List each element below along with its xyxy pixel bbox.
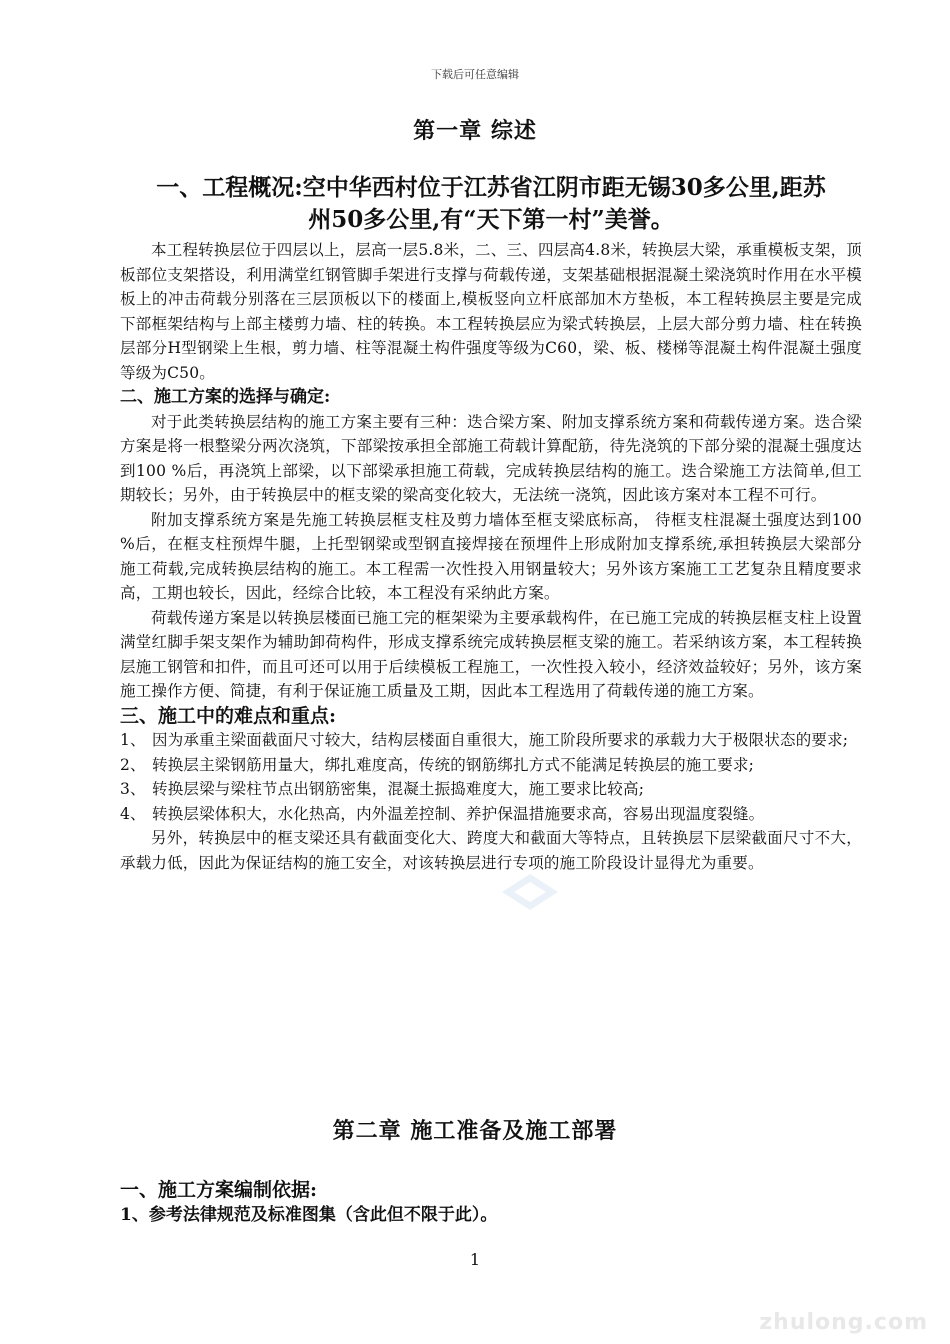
chapter-2-body bbox=[120, 1178, 862, 1227]
section-2-paragraph-2: 附加支撑系统方案是先施工转换层框支柱及剪力墙体至框支梁底标高， 待框支柱混凝土强度达到100 %后，在框支柱预焊牛腿，上托型钢梁或型钢直接焊接在预埋件上形成附加支撑系统,承担转换层大梁部分施工荷载,完成转换层结构的施工。本工程需一次性投入用钢量较大；另外该方案施工工艺复杂且精度要求高，工期也较长，因此，经综合比较，本工程没有采纳此方案。 bbox=[120, 510, 862, 602]
list-item-text: 转换层梁与梁柱节点出钢筋密集，混凝土振捣难度大，施工要求比较高; bbox=[152, 780, 645, 798]
list-item bbox=[120, 753, 862, 778]
section-2-paragraph-1: 对于此类转换层结构的施工方案主要有三种：迭合梁方案、附加支撑系统方案和荷载传递方案。迭合梁方案是将一根整梁分两次浇筑，下部梁按承担全部施工荷载计算配筋，待先浇筑的下部分梁的混凝土强度达到100 %后，再浇筑上部梁，以下部梁承担施工荷载，完成转换层结构的施工。迭合梁施工方法简单,但工期较长；另外，由于转换层中的框支梁的梁高变化较大，无法统一浇筑，因此该方案对本工程不可行。 bbox=[120, 412, 862, 504]
chapter-1-body bbox=[120, 172, 862, 875]
section-3-heading: 三、施工中的难点和重点: bbox=[120, 704, 337, 727]
list-item-text: 因为承重主梁面截面尺寸较大，结构层楼面自重很大，施工阶段所要求的承载力大于极限状态的要求; bbox=[152, 731, 849, 749]
section-2-paragraph-3: 荷载传递方案是以转换层楼面已施工完的框架梁为主要承载构件，在已施工完成的转换层框支柱上设置满堂红脚手架支架作为辅助卸荷构件，形成支撑系统完成转换层框支梁的施工。若采纳该方案，本工程转换层施工钢管和扣件，而且可还可以用于后续模板工程施工，一次性投入较小，经济效益较好；另外，该方案施工操作方便、简捷，有利于保证施工质量及工期，因此本工程选用了荷载传递的施工方案。 bbox=[120, 608, 862, 700]
section-1-heading-line-2: 州50多公里,有“天下第一村”美誉。 bbox=[308, 206, 674, 233]
list-item-number: 4、 bbox=[120, 804, 146, 823]
list-item-number: 1、 bbox=[120, 731, 146, 749]
chapter-2-item-1: 1、参考法律规范及标准图集（含此但不限于此）。 bbox=[120, 1204, 498, 1225]
list-item bbox=[120, 728, 862, 753]
list-item-text: 转换层主梁钢筋用量大，绑扎难度高，传统的钢筋绑扎方式不能满足转换层的施工要求; bbox=[152, 755, 755, 774]
list-item bbox=[120, 802, 862, 827]
section-2-heading: 二、施工方案的选择与确定: bbox=[120, 387, 331, 407]
faint-watermark-logo-icon bbox=[500, 872, 560, 912]
page-number: 1 bbox=[469, 1250, 481, 1269]
chapter-2-section-1-heading: 一、施工方案编制依据: bbox=[120, 1179, 318, 1201]
chapter-2-title: 第二章 施工准备及施工部署 bbox=[332, 1118, 618, 1144]
section-1-heading-line-1: 一、工程概况:空中华西村位于江苏省江阴市距无锡30多公里,距苏 bbox=[156, 174, 826, 201]
list-item-text: 转换层梁体积大，水化热高，内外温差控制、养护保温措施要求高，容易出现温度裂缝。 bbox=[152, 804, 765, 823]
section-1-paragraph: 本工程转换层位于四层以上，层高一层5.8米，二、三、四层高4.8米，转换层大梁，承重模板支架，顶板部位支架搭设，利用满堂红钢管脚手架进行支撑与荷载传递，支架基础根据混凝土梁浇筑时作用在水平模板上的冲击荷载分别落在三层顶板以下的楼面上,模板竖向立杆底部加木方垫板，本工程转换层主要是完成下部框架结构与上部主楼剪力墙、柱的转换。本工程转换层应为梁式转换层，上层大部分剪力墙、柱在转换层部分H型钢梁上生根，剪力墙、柱等混凝土构件强度等级为C60，梁、板、楼梯等混凝土构件混凝土强度等级为C50。 bbox=[120, 241, 862, 382]
chapter-1-title: 第一章 综述 bbox=[413, 118, 537, 144]
site-watermark: zhulong.com bbox=[759, 1310, 928, 1335]
list-item-number: 2、 bbox=[120, 755, 146, 774]
section-3-paragraph: 另外，转换层中的框支梁还具有截面变化大、跨度大和截面大等特点，且转换层下层梁截面尺寸不大，承载力低，因此为保证结构的施工安全，对该转换层进行专项的施工阶段设计显得尤为重要。 bbox=[120, 829, 862, 872]
list-item bbox=[120, 777, 862, 802]
list-item-number: 3、 bbox=[120, 780, 146, 798]
header-note: 下载后可任意编辑 bbox=[431, 68, 519, 81]
difficulty-list bbox=[120, 728, 862, 826]
